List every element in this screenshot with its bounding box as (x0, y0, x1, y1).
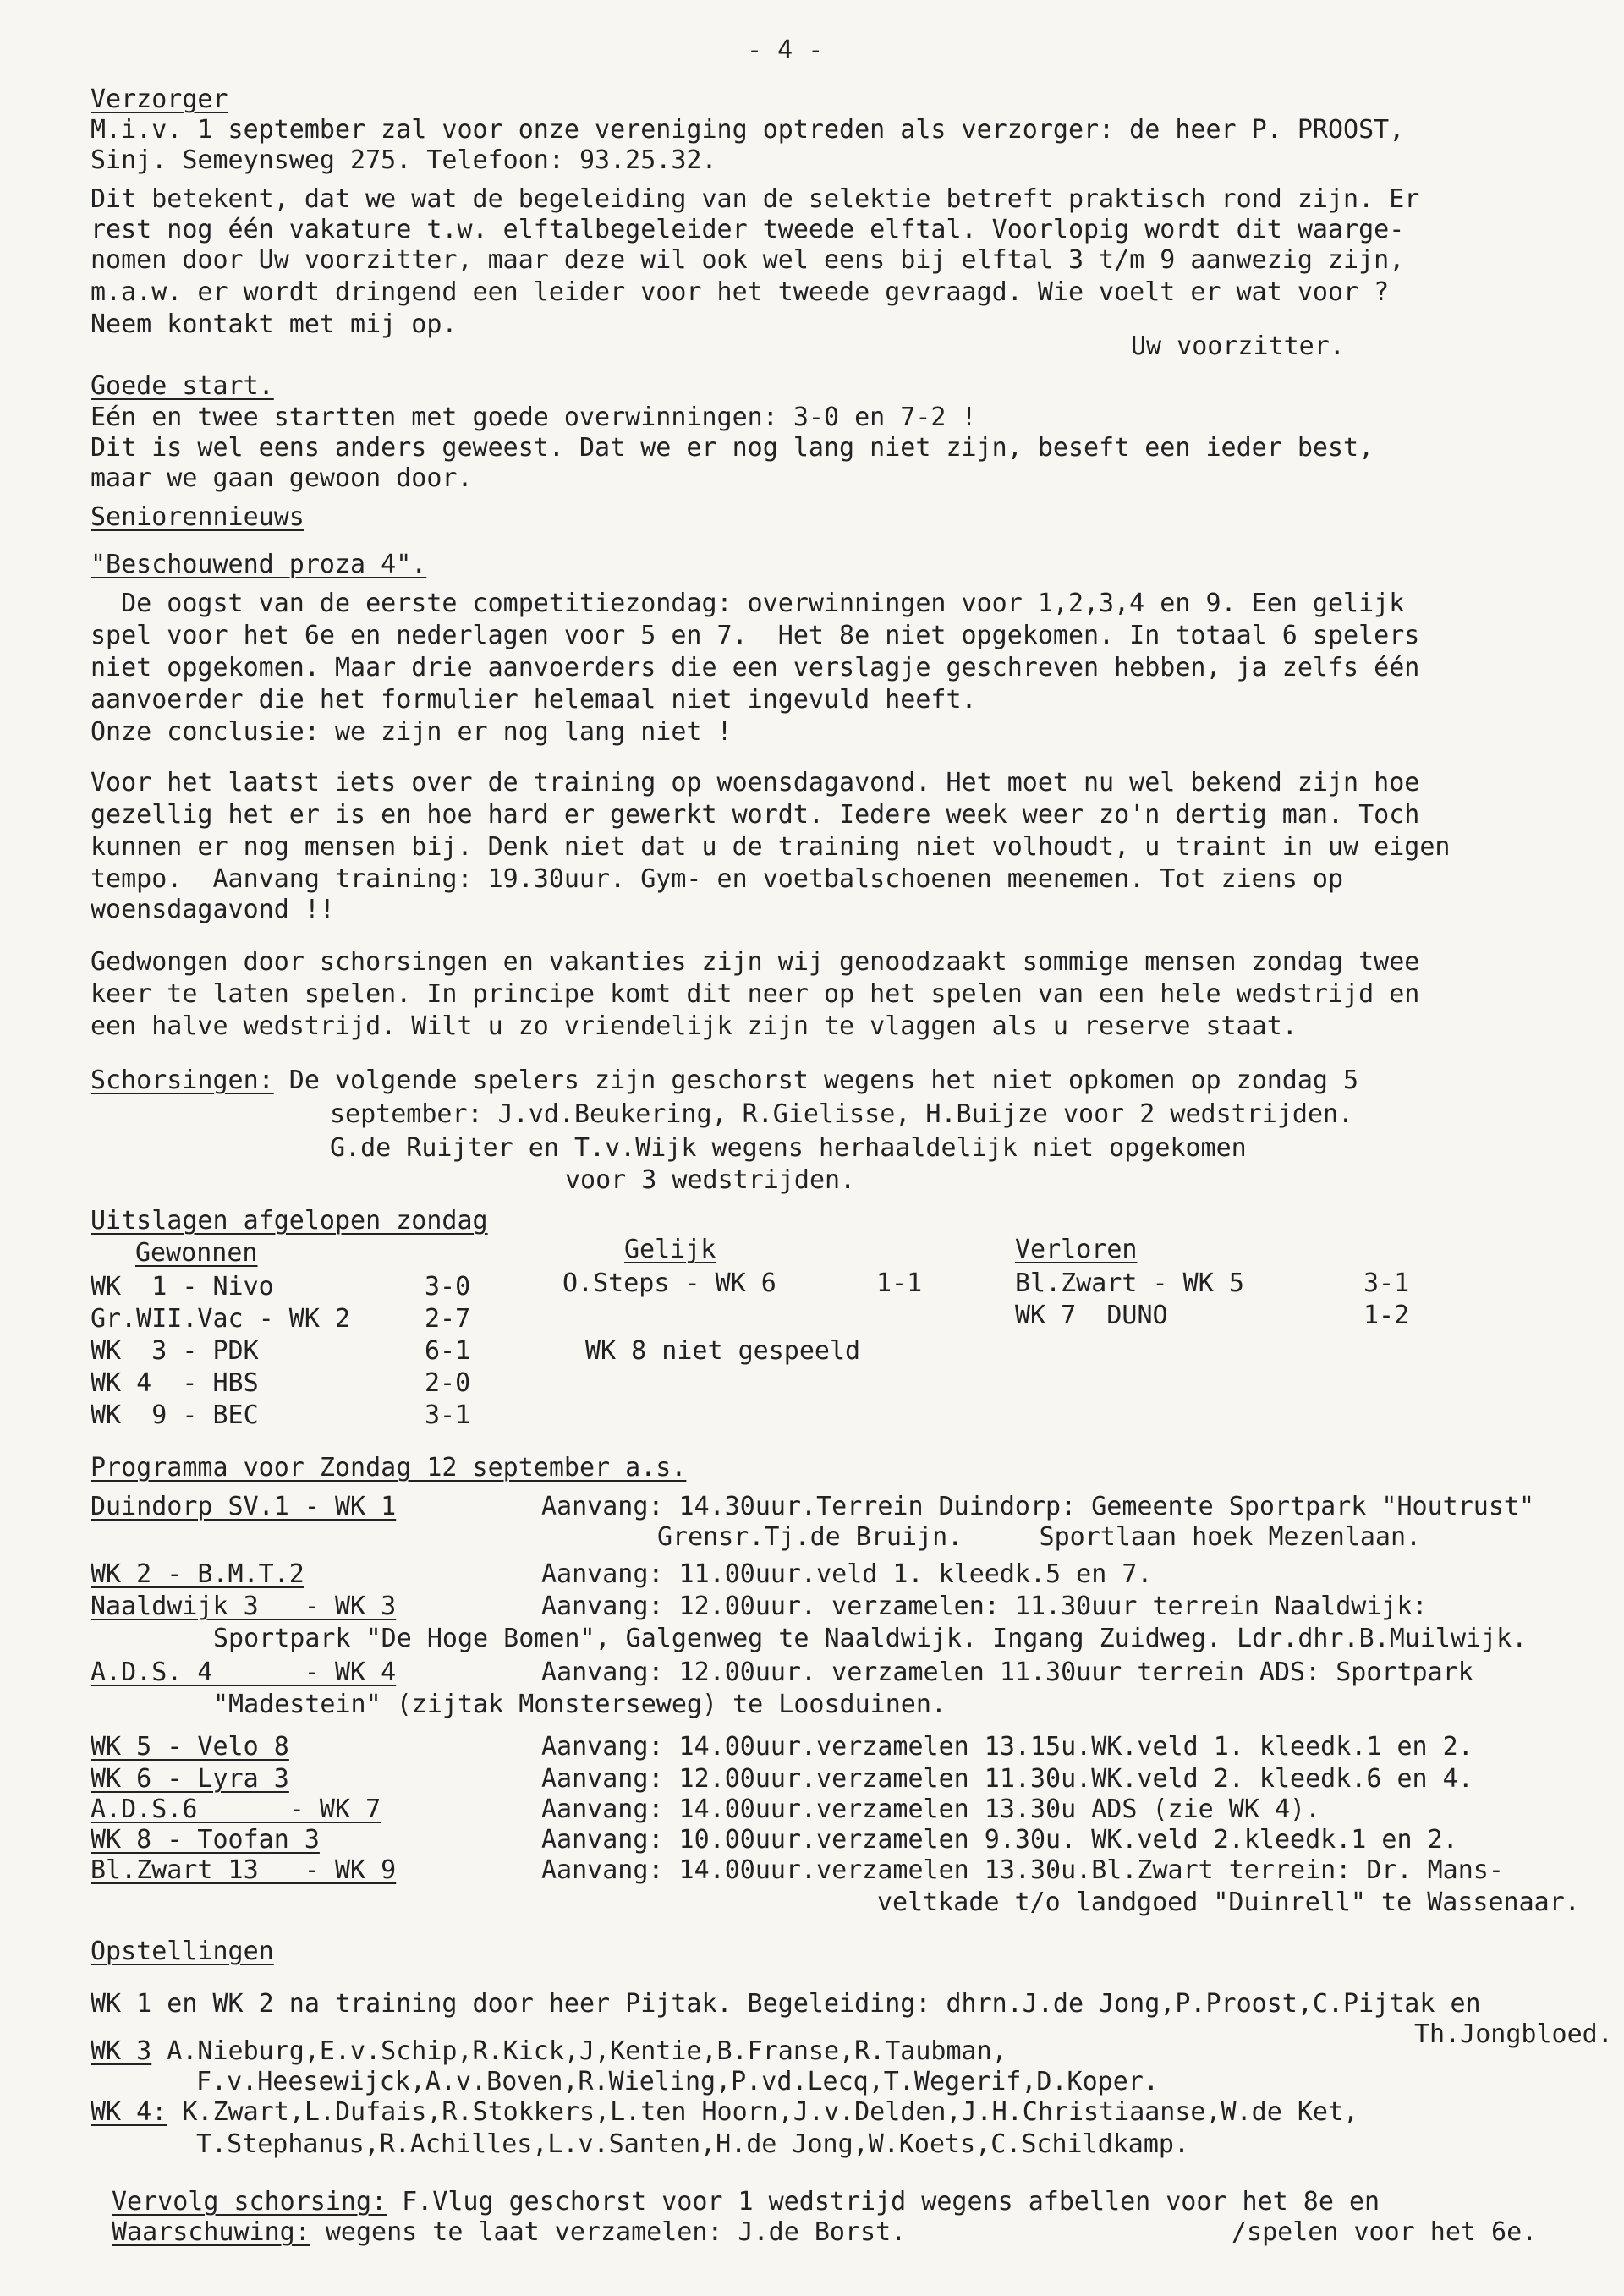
programma-match: A.D.S.6 - WK 7 (91, 1795, 381, 1824)
opstelling-wk12-line: WK 1 en WK 2 na training door heer Pijtak. Begeleiding: dhrn.J.de Jong,P.Proost,C.Pijtak en (91, 1989, 1481, 2019)
programma-info: Aanvang: 14.00uur.verzamelen 13.30u.Bl.Zwart terrein: Dr. Mans- (541, 1855, 1504, 1885)
result-score: 3-1 (1363, 1269, 1410, 1298)
result-match: WK 9 - BEC (91, 1400, 259, 1430)
verzorger-line: rest nog één vakature t.w. elftalbegeleider tweede elftal. Voorlopig wordt dit waarge- (91, 215, 1405, 244)
result-match: Bl.Zwart - WK 5 (1015, 1269, 1244, 1298)
result-score: 2-0 (425, 1368, 471, 1398)
programma-match: WK 6 - Lyra 3 (91, 1764, 289, 1794)
seniorennieuws-p1-line: De oogst van de eerste competitiezondag: overwinningen voor 1,2,3,4 en 9. Een gelijk (91, 589, 1405, 618)
verzorger-line: Neem kontakt met mij op. (91, 310, 458, 339)
wk4-players: K.Zwart,L.Dufais,R.Stokkers,L.ten Hoorn,J.v.Delden,J.H.Christiaanse,W.de Ket, (167, 2097, 1359, 2127)
seniorennieuws-p1-line: aanvoerder die het formulier helemaal niet ingevuld heeft. (91, 685, 977, 715)
waarschuwing-line (112, 2216, 906, 2249)
seniorennieuws-p1-line: niet opgekomen. Maar drie aanvoerders die een verslagje geschreven hebben, ja zelfs één (91, 653, 1420, 682)
result-match: WK 4 - HBS (91, 1368, 259, 1398)
programma-info: Aanvang: 12.00uur.verzamelen 11.30u.WK.veld 2. kleedk.6 en 4. (541, 1764, 1473, 1794)
seniorennieuws-p1-line: spel voor het 6e en nederlagen voor 5 en 7. Het 8e niet opgekomen. In totaal 6 spelers (91, 621, 1420, 650)
goede-start-line: Dit is wel eens anders geweest. Dat we er nog lang niet zijn, beseft een ieder best, (91, 433, 1374, 463)
verzorger-line: nomen door Uw voorzitter, maar deze wil ook wel eens bij elftal 3 t/m 9 aanwezig zijn, (91, 245, 1405, 275)
goede-start-heading: Goede start. (91, 371, 274, 401)
programma-info: Aanvang: 11.00uur.veld 1. kleedk.5 en 7. (541, 1559, 1153, 1589)
seniorennieuws-p1-line: Onze conclusie: we zijn er nog lang niet ! (91, 717, 732, 747)
programma-match: WK 5 - Velo 8 (91, 1732, 289, 1762)
programma-extra: "Madestein" (zijtak Monsterseweg) te Loosduinen. (213, 1690, 946, 1719)
verzorger-line: Sinj. Semeynsweg 275. Telefoon: 93.25.32. (91, 145, 717, 175)
programma-info: Aanvang: 14.30uur.Terrein Duindorp: Gemeente Sportpark "Houtrust" (541, 1492, 1534, 1521)
verzorger-heading: Verzorger (91, 85, 228, 114)
programma-match: WK 2 - B.M.T.2 (91, 1559, 304, 1589)
wk3-players: A.Nieburg,E.v.Schip,R.Kick,J,Kentie,B.Franse,R.Taubman, (151, 2036, 1007, 2066)
programma-info: Aanvang: 14.00uur.verzamelen 13.15u.WK.veld 1. kleedk.1 en 2. (541, 1732, 1473, 1762)
result-match: WK 7 DUNO (1015, 1301, 1168, 1330)
opstelling-wk12-line: Th.Jongbloed. (1414, 2019, 1613, 2049)
opstelling-wk3-line: F.v.Heesewijck,A.v.Boven,R.Wieling,P.vd.Lecq,T.Wegerif,D.Koper. (196, 2067, 1159, 2096)
result-score: 1-2 (1363, 1301, 1410, 1330)
result-match: Gr.WII.Vac - WK 2 (91, 1304, 351, 1334)
wk4-label: WK 4: (91, 2097, 167, 2127)
opstelling-wk4-line: T.Stephanus,R.Achilles,L.v.Santen,H.de Jong,W.Koets,C.Schildkamp. (196, 2129, 1189, 2159)
opstellingen-heading: Opstellingen (91, 1937, 274, 1966)
niet-gespeeld: WK 8 niet gespeeld (585, 1336, 861, 1366)
schorsingen-line: G.de Ruijter en T.v.Wijk wegens herhaaldelijk niet opgekomen (330, 1133, 1247, 1163)
programma-extra: veltkade t/o landgoed "Duinrell" te Wassenaar. (877, 1888, 1580, 1917)
programma-extra: Grensr.Tj.de Bruijn. Sportlaan hoek Mezenlaan. (657, 1522, 1422, 1552)
programma-match: Naaldwijk 3 - WK 3 (91, 1592, 397, 1621)
verloren-label: Verloren (1015, 1235, 1138, 1264)
gelijk-label: Gelijk (624, 1235, 716, 1264)
seniorennieuws-p2-line: tempo. Aanvang training: 19.30uur. Gym- en voetbalschoenen meenemen. Tot ziens op (91, 864, 1344, 894)
verzorger-line: M.i.v. 1 september zal voor onze vereniging optreden als verzorger: de heer P. PROOST, (91, 115, 1405, 145)
vervolg-text: F.Vlug geschorst voor 1 wedstrijd wegens afbellen voor het 8e en (387, 2187, 1380, 2217)
vervolg-schorsing-line (112, 2185, 1380, 2219)
schorsingen-line: september: J.vd.Beukering, R.Gielisse, H.Buijze voor 2 wedstrijden. (330, 1099, 1354, 1129)
seniorennieuws-p3-line: Gedwongen door schorsingen en vakanties zijn wij genoodzaakt sommige mensen zondag twee (91, 947, 1420, 977)
result-match: WK 1 - Nivo (91, 1272, 274, 1301)
goede-start-line: maar we gaan gewoon door. (91, 463, 473, 493)
vervolg-text-continued: /spelen voor het 6e. (1232, 2217, 1538, 2247)
waarschuwing-text: wegens te laat verzamelen: J.de Borst. (310, 2217, 907, 2247)
result-score: 3-0 (425, 1272, 471, 1301)
result-score: 1-1 (876, 1269, 923, 1298)
programma-extra: Sportpark "De Hoge Bomen", Galgenweg te Naaldwijk. Ingang Zuidweg. Ldr.dhr.B.Muilwijk. (213, 1624, 1528, 1653)
beschouwend-proza-heading: "Beschouwend proza 4". (91, 550, 427, 579)
schorsingen-label: Schorsingen: (91, 1066, 274, 1095)
schorsingen-line (91, 1064, 1358, 1098)
schorsingen-text: De volgende spelers zijn geschorst wegens het niet opkomen op zondag 5 (273, 1066, 1359, 1095)
programma-info: Aanvang: 10.00uur.verzamelen 9.30u. WK.veld 2.kleedk.1 en 2. (541, 1825, 1458, 1855)
goede-start-line: Eén en twee startten met goede overwinningen: 3-0 en 7-2 ! (91, 403, 977, 432)
verzorger-line: Dit betekent, dat we wat de begeleiding van de selektie betreft praktisch rond zijn. Er (91, 184, 1420, 214)
programma-heading: Programma voor Zondag 12 september a.s. (91, 1453, 687, 1482)
programma-info: Aanvang: 12.00uur. verzamelen 11.30uur terrein ADS: Sportpark (541, 1658, 1473, 1687)
vervolg-label: Vervolg schorsing: (112, 2187, 387, 2217)
seniorennieuws-p3-line: keer te laten spelen. In principe komt dit neer op het spelen van een hele wedstrijd en (91, 979, 1420, 1009)
seniorennieuws-p2-line: kunnen er nog mensen bij. Denk niet dat u de training niet volhoudt, u traint in uw eigen (91, 832, 1451, 862)
seniorennieuws-p2-line: Voor het laatst iets over de training op woensdagavond. Het moet nu wel bekend zijn hoe (91, 768, 1420, 797)
seniorennieuws-p2-line: woensdagavond !! (91, 895, 335, 924)
schorsingen-line: voor 3 wedstrijden. (565, 1165, 856, 1195)
uitslagen-heading: Uitslagen afgelopen zondag (91, 1206, 488, 1236)
programma-match: WK 8 - Toofan 3 (91, 1825, 320, 1855)
seniorennieuws-p2-line: gezellig het er is en hoe hard er gewerkt wordt. Iedere week weer zo'n dertig man. Toch (91, 800, 1420, 830)
programma-info: Aanvang: 12.00uur. verzamelen: 11.30uur terrein Naaldwijk: (541, 1592, 1428, 1621)
programma-match: Bl.Zwart 13 - WK 9 (91, 1855, 397, 1885)
result-score: 6-1 (425, 1336, 471, 1366)
opstelling-wk3-line (91, 2035, 1007, 2069)
programma-match: Duindorp SV.1 - WK 1 (91, 1492, 397, 1521)
verzorger-signature: Uw voorzitter. (1131, 332, 1345, 361)
seniorennieuws-heading: Seniorennieuws (91, 502, 304, 532)
wk3-label: WK 3 (91, 2036, 152, 2066)
result-score: 2-7 (425, 1304, 471, 1334)
page-number: - 4 - (747, 36, 824, 65)
result-match: WK 3 - PDK (91, 1336, 259, 1366)
programma-info: Aanvang: 14.00uur.verzamelen 13.30u ADS (zie WK 4). (541, 1795, 1321, 1824)
waarschuwing-label: Waarschuwing: (112, 2217, 310, 2247)
gewonnen-label: Gewonnen (135, 1238, 258, 1268)
opstelling-wk4-line (91, 2096, 1358, 2129)
seniorennieuws-p3-line: een halve wedstrijd. Wilt u zo vriendelijk zijn te vlaggen als u reserve staat. (91, 1011, 1298, 1041)
result-score: 3-1 (425, 1400, 471, 1430)
result-match: O.Steps - WK 6 (562, 1269, 776, 1298)
verzorger-line: m.a.w. er wordt dringend een leider voor het tweede gevraagd. Wie voelt er wat voor ? (91, 277, 1390, 307)
programma-match: A.D.S. 4 - WK 4 (91, 1658, 397, 1687)
